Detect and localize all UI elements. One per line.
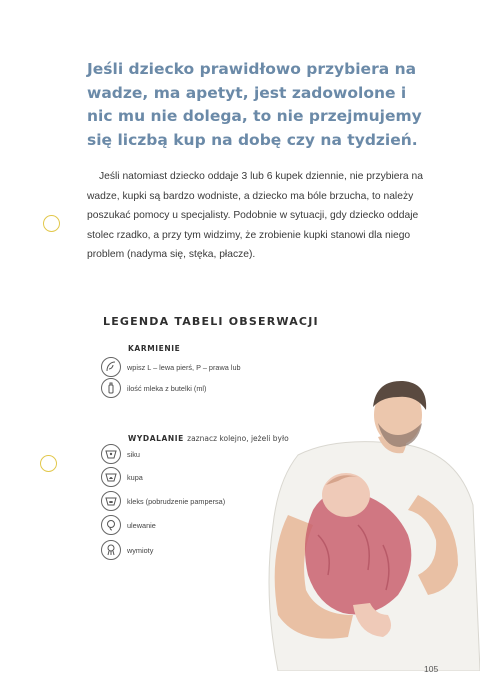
legend-row-stain [101,490,225,512]
legend-row-label: ulewanie [127,520,156,530]
legend-title: LEGENDA TABELI OBSERWACJI [103,315,319,328]
diaper-stain-icon [101,491,121,511]
legend-row-label: kupa [127,472,143,482]
legend-row-wet [101,443,140,465]
legend-row-poop [101,466,143,488]
decorative-ring [40,455,57,472]
bottle-icon [101,378,121,398]
legend-row-label: siku [127,449,140,459]
body-paragraph: Jeśli natomiast dziecko oddaje 3 lub 6 kupek dziennie, nie przybiera na wadze, kupki są bardzo wodniste, a dziecko ma bóle brzucha, to należy poszukać pomocy u specjalisty. Podobnie w sytuacji, gdy dziecko oddaje stolec rzadko, a przy tym widzimy, że zrobienie kupki stanowi dla niego problem (nadyma się, stęka, płacze). [87,171,423,260]
legend-row-vomit [101,539,153,561]
feeding-label: KARMIENIE [128,344,181,353]
feeding-section-label [128,344,180,353]
decorative-ring [43,215,60,232]
excretion-note: zaznacz kolejno, jeżeli było [187,434,289,443]
legend-row-bottle [101,377,206,399]
spit-up-icon [101,515,121,535]
excretion-label: WYDALANIE [128,434,184,443]
breast-icon [101,357,121,377]
vomit-icon [101,540,121,560]
legend-row-label: kleks (pobrudzenie pampersa) [127,496,226,506]
legend-row-label: wymioty [127,545,154,555]
legend-row-spit-up [101,514,156,536]
diaper-wet-icon [101,444,121,464]
legend-row-label: wpisz L – lewa pierś, P – prawa lub [127,362,241,372]
father-holding-baby-illustration [258,375,480,671]
page-heading: Jeśli dziecko prawidłowo przybiera na wadze, ma apetyt, jest zadowolone i nic mu nie dolega, to nie przejmujemy się liczbą kup na dobę czy na tydzień. [87,60,422,149]
legend-row-label: ilość mleka z butelki (ml) [127,383,207,393]
legend-row-breast [101,356,241,378]
page-number: 105 [424,664,439,674]
diaper-poop-icon [101,467,121,487]
